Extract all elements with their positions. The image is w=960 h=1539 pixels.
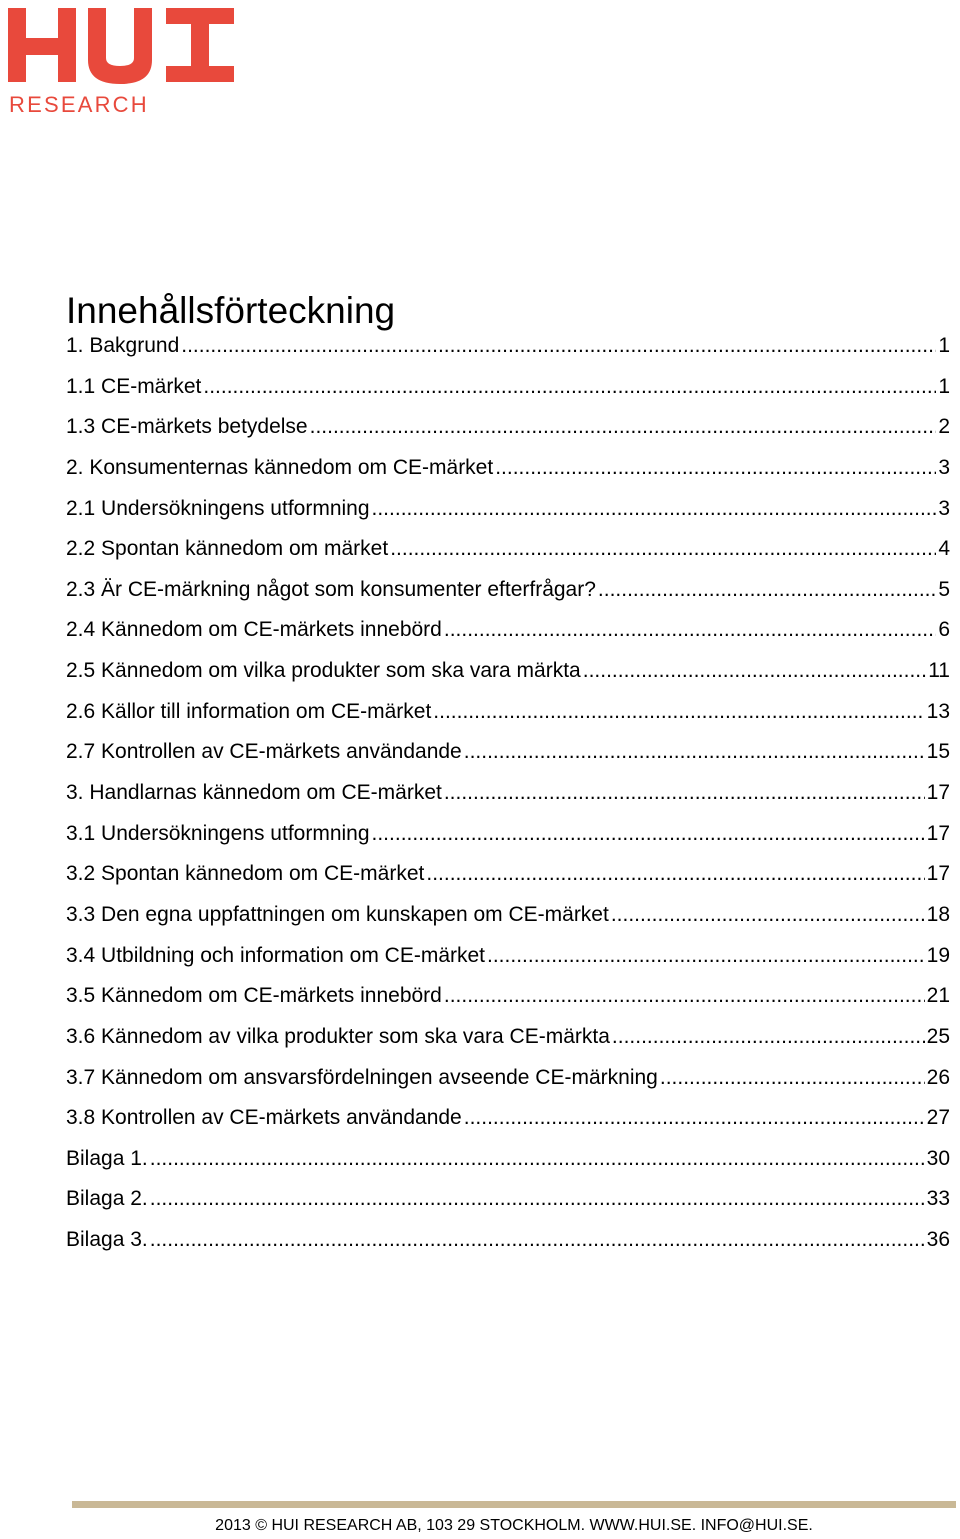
footer-text: 2013 © HUI RESEARCH AB, 103 29 STOCKHOLM. WWW.HUI.SE. INFO@HUI.SE. xyxy=(215,1517,813,1534)
toc-entry-page: 4 xyxy=(938,537,950,561)
toc-entry[interactable] xyxy=(66,936,950,977)
toc-dot-leader xyxy=(444,773,925,814)
toc-entry[interactable] xyxy=(66,773,950,814)
toc-dot-leader xyxy=(310,407,937,448)
toc-entry-page: 1 xyxy=(938,334,950,357)
toc-entry[interactable] xyxy=(66,529,950,570)
hui-research-logo xyxy=(6,4,238,118)
toc-entry[interactable] xyxy=(66,489,950,530)
toc-entry-page: 1 xyxy=(938,374,950,398)
toc-entry-page: 13 xyxy=(926,699,950,723)
toc-entry-label: 2.6 Källor till information om CE-märket xyxy=(66,699,432,723)
toc-entry[interactable] xyxy=(66,651,950,692)
toc-entry[interactable] xyxy=(66,1058,950,1099)
toc-entry-label: 3.6 Kännedom av vilka produkter som ska vara CE-märkta xyxy=(66,1024,610,1048)
toc-entry-page: 2 xyxy=(938,415,950,439)
toc-entry-page: 3 xyxy=(938,496,950,520)
toc-dot-leader xyxy=(150,1220,925,1261)
toc-entry-label: Bilaga 3. xyxy=(66,1228,148,1252)
toc-entry-label: 3.4 Utbildning och information om CE-märket xyxy=(66,943,486,967)
toc-entry-page: 6 xyxy=(938,618,950,642)
toc-entry-page: 25 xyxy=(926,1024,950,1048)
toc-entry[interactable] xyxy=(66,326,950,367)
toc-entry-page: 17 xyxy=(926,862,950,886)
toc-entry[interactable] xyxy=(66,814,950,855)
toc-entry-label: 2.3 Är CE-märkning något som konsumenter efterfrågar? xyxy=(66,577,596,601)
toc-entry-label: Bilaga 2. xyxy=(66,1187,148,1211)
toc-dot-leader xyxy=(372,814,925,855)
toc-entry-page: 36 xyxy=(926,1228,950,1252)
toc-dot-leader xyxy=(150,1139,925,1180)
toc-dot-leader xyxy=(444,610,936,651)
toc-entry-label: 2.2 Spontan kännedom om märket xyxy=(66,537,389,561)
toc-dot-leader xyxy=(612,1017,925,1058)
toc-entry-label: 2.5 Kännedom om vilka produkter som ska vara märkta xyxy=(66,659,581,683)
toc-entry[interactable] xyxy=(66,1098,950,1139)
toc-entry[interactable] xyxy=(66,895,950,936)
toc-entry-page: 17 xyxy=(926,821,950,845)
toc-entry[interactable] xyxy=(66,1220,950,1261)
toc-entry-page: 15 xyxy=(926,740,950,764)
toc-dot-leader xyxy=(372,489,937,530)
toc-dot-leader xyxy=(433,692,924,733)
toc-entry-page: 5 xyxy=(938,577,950,601)
toc-entry[interactable] xyxy=(66,570,950,611)
toc-entry-page: 33 xyxy=(926,1187,950,1211)
toc-entry-page: 27 xyxy=(926,1106,950,1130)
toc-entry[interactable] xyxy=(66,1179,950,1220)
logo-subtitle: RESEARCH xyxy=(9,92,149,117)
toc-entry-label: 2. Konsumenternas kännedom om CE-märket xyxy=(66,455,494,479)
toc-entry[interactable] xyxy=(66,610,950,651)
toc-entry-label: 1.1 CE-märket xyxy=(66,374,202,398)
footer-divider xyxy=(72,1501,956,1508)
toc-entry-page: 18 xyxy=(926,902,950,926)
toc-entry[interactable] xyxy=(66,854,950,895)
toc-dot-leader xyxy=(203,367,936,408)
toc-entry[interactable] xyxy=(66,1017,950,1058)
logo-graphic xyxy=(6,4,238,118)
toc-dot-leader xyxy=(464,732,925,773)
toc-entry-page: 11 xyxy=(928,659,950,683)
toc-dot-leader xyxy=(426,854,924,895)
toc-dot-leader xyxy=(444,976,925,1017)
toc-dot-leader xyxy=(390,529,936,570)
toc-entry-label: 1. Bakgrund xyxy=(66,334,180,357)
toc-dot-leader xyxy=(464,1098,925,1139)
toc-entry-page: 30 xyxy=(926,1146,950,1170)
toc-entry-label: 3. Handlarnas kännedom om CE-märket xyxy=(66,781,442,805)
toc-dot-leader xyxy=(598,570,936,611)
toc-dot-leader xyxy=(181,326,936,367)
toc-entry-label: 3.7 Kännedom om ansvarsfördelningen avseende CE-märkning xyxy=(66,1065,658,1089)
toc-entry-page: 21 xyxy=(926,984,950,1008)
toc-entry-label: 3.2 Spontan kännedom om CE-märket xyxy=(66,862,425,886)
toc-entry[interactable] xyxy=(66,448,950,489)
toc-entry-label: 3.3 Den egna uppfattningen om kunskapen om CE-märket xyxy=(66,902,609,926)
toc-dot-leader xyxy=(611,895,925,936)
toc-entry[interactable] xyxy=(66,1139,950,1180)
toc-entry-label: 3.1 Undersökningens utformning xyxy=(66,821,370,845)
toc-entry-label: Bilaga 1. xyxy=(66,1146,148,1170)
toc-dot-leader xyxy=(660,1058,925,1099)
table-of-contents xyxy=(66,326,950,1261)
toc-entry[interactable] xyxy=(66,976,950,1017)
toc-entry-label: 3.8 Kontrollen av CE-märkets användande xyxy=(66,1106,462,1130)
toc-entry[interactable] xyxy=(66,407,950,448)
toc-entry-label: 2.4 Kännedom om CE-märkets innebörd xyxy=(66,618,442,642)
toc-dot-leader xyxy=(487,936,925,977)
toc-entry-label: 2.1 Undersökningens utformning xyxy=(66,496,370,520)
toc-entry-page: 17 xyxy=(926,781,950,805)
toc-entry-page: 26 xyxy=(926,1065,950,1089)
page-title: Innehållsförteckning xyxy=(66,290,396,331)
toc-entry[interactable] xyxy=(66,692,950,733)
toc-entry-page: 19 xyxy=(926,943,950,967)
toc-dot-leader xyxy=(150,1179,925,1220)
toc-entry-page: 3 xyxy=(938,455,950,479)
toc-entry-label: 3.5 Kännedom om CE-märkets innebörd xyxy=(66,984,442,1008)
toc-entry-label: 1.3 CE-märkets betydelse xyxy=(66,415,308,439)
toc-entry[interactable] xyxy=(66,367,950,408)
toc-entry-label: 2.7 Kontrollen av CE-märkets användande xyxy=(66,740,462,764)
toc-entry[interactable] xyxy=(66,732,950,773)
toc-dot-leader xyxy=(495,448,936,489)
toc-dot-leader xyxy=(583,651,926,692)
